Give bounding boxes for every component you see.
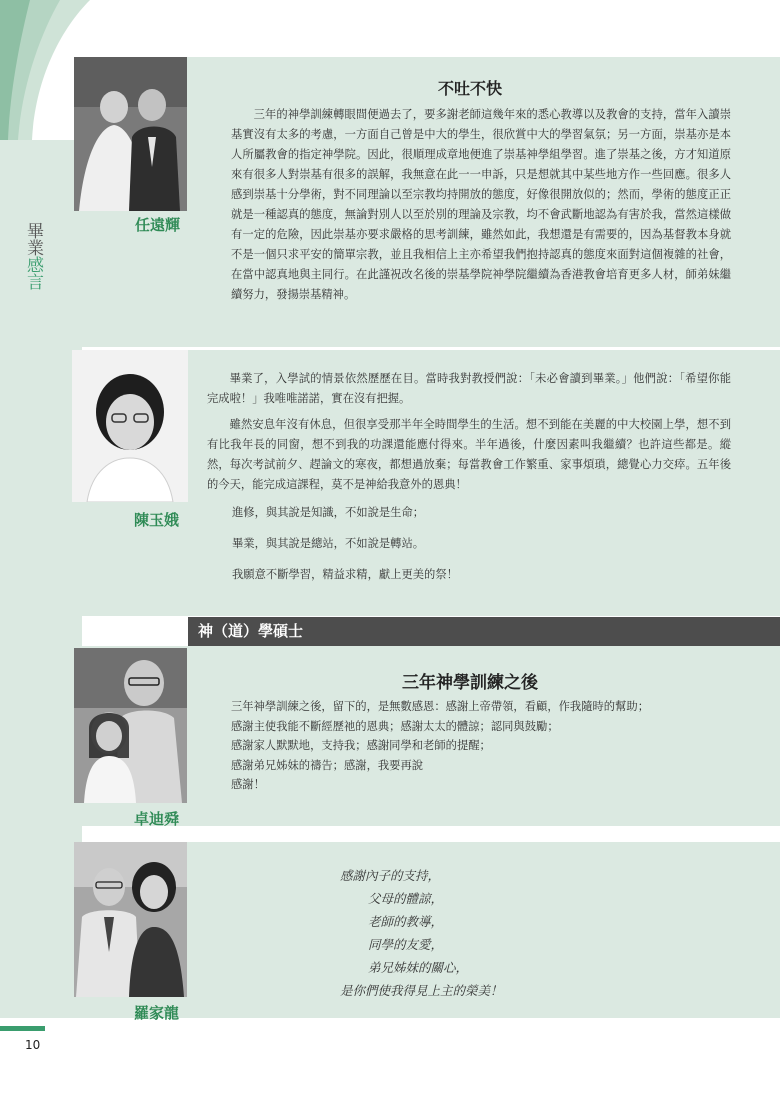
article-2-line-3: 我願意不斷學習，精益求精，獻上更美的祭！ (232, 568, 458, 581)
article-3-line-3: 感謝家人默默地，支持我；感謝同學和老師的提醒； (231, 739, 491, 752)
article-body-4-poem (340, 864, 503, 1002)
article-1-paragraph: 三年的神學訓練轉眼間便過去了，要多謝老師這幾年來的悉心教導以及教會的支持，當年入讀崇基實沒有太多的考慮，一方面自己曾是中大的學生，很欣賞中大的學習氣氛；另一方面，崇基亦是本人所屬教會的指定神學院。因此，很順理成章地便進了崇基神學組學習。進了崇基之後，方才知道原來有很多人對崇基有很多的誤解，我無意在此一一申訴，只是想就其中某些地方作一些回應。很多人感到崇基十分學術，對不同理論以至宗教均持開放的態度，好像很開放似的；然而，學術的態度正正就是一種認真的態度，無論對別人以至於別的理論及宗教，均不會武斷地認為有害於我，當然這樣做有一定的危險，因此崇基亦要求嚴格的思考訓練，雖然如此，我想還是有需要的，因為基督教本身就不是一個只求平安的簡單宗教，並且我相信上主亦希望我們抱持認真的態度來面對這個複雜的社會，在當中認真地與主同行。在此謹祝改名後的崇基學院神學院繼續為香港教會培育更多人材，師弟妹繼續努力，發揚崇基精神。 (231, 108, 731, 301)
article-3-line-1: 三年神學訓練之後，留下的，是無數感恩：感謝上帝帶領，看顧，作我隨時的幫助； (231, 700, 649, 713)
photo-couple (74, 842, 187, 997)
photo-woman-glasses (72, 350, 188, 502)
author-name-4: 羅家龍 (134, 1004, 180, 1022)
article-2-line-2: 畢業，與其說是總站，不如說是轉站。 (232, 537, 425, 550)
poem-line-5: 弟兄姊妹的關心， (368, 960, 469, 975)
poem-line-4: 同學的友愛， (368, 937, 444, 952)
article-2-line-1: 進修，與其說是知識，不如說是生命； (232, 506, 425, 519)
article-title-3: 三年神學訓練之後 (402, 673, 538, 693)
page-number: 10 (25, 1038, 41, 1052)
page-number-bar (0, 1026, 45, 1031)
photo-father-daughter (74, 648, 187, 803)
side-title-part1: 畢業 (23, 222, 43, 256)
vertical-section-title (22, 222, 44, 290)
article-2-paragraph-1: 畢業了，入學試的情景依然歷歷在目。當時我對教授們說：「未必會讀到畢業。」他們說：「希望你能完成啦！」我唯唯諾諾，實在沒有把握。 (207, 372, 731, 405)
photo-wedding-couple (74, 57, 187, 211)
article-2-paragraph-2: 雖然安息年沒有休息，但很享受那半年全時間學生的生活。想不到能在美麗的中大校園上學，想不到有比我年長的同窗，想不到我的功課還能應付得來。半年過後，什麼因素叫我繼續？也許這些都是。縱然，每次考試前夕、趕論文的寒夜，都想過放棄；每當教會工作繁重、家事煩瑣，總覺心力交瘁。五年後的今天，能完成這課程，莫不是神給我意外的恩典！ (207, 418, 731, 491)
article-3-line-5: 感謝！ (231, 778, 265, 791)
poem-line-1: 感謝內子的支持， (340, 868, 441, 883)
author-name-3: 卓迪舜 (134, 810, 180, 828)
section-header-master-theology: 神（道）學碩士 (188, 617, 780, 646)
author-name-2: 陳玉娥 (134, 511, 180, 529)
poem-line-3: 老師的教導， (368, 914, 444, 929)
author-name-1: 任遠輝 (135, 216, 181, 234)
article-body-1 (231, 105, 731, 305)
article-3-line-2: 感謝主使我能不斷經歷祂的恩典；感謝太太的體諒；認同與鼓勵； (231, 719, 559, 733)
poem-line-2: 父母的體諒， (368, 891, 444, 906)
poem-line-6: 是你們使我得見上主的榮美！ (340, 983, 503, 998)
article-3-line-4: 感謝弟兄姊妹的禱告；感謝，我要再說 (231, 758, 424, 772)
article-title-1: 不吐不快 (437, 79, 502, 98)
article-body-3 (231, 697, 731, 795)
side-title-part2: 感言 (23, 256, 43, 290)
article-body-2 (207, 369, 731, 585)
